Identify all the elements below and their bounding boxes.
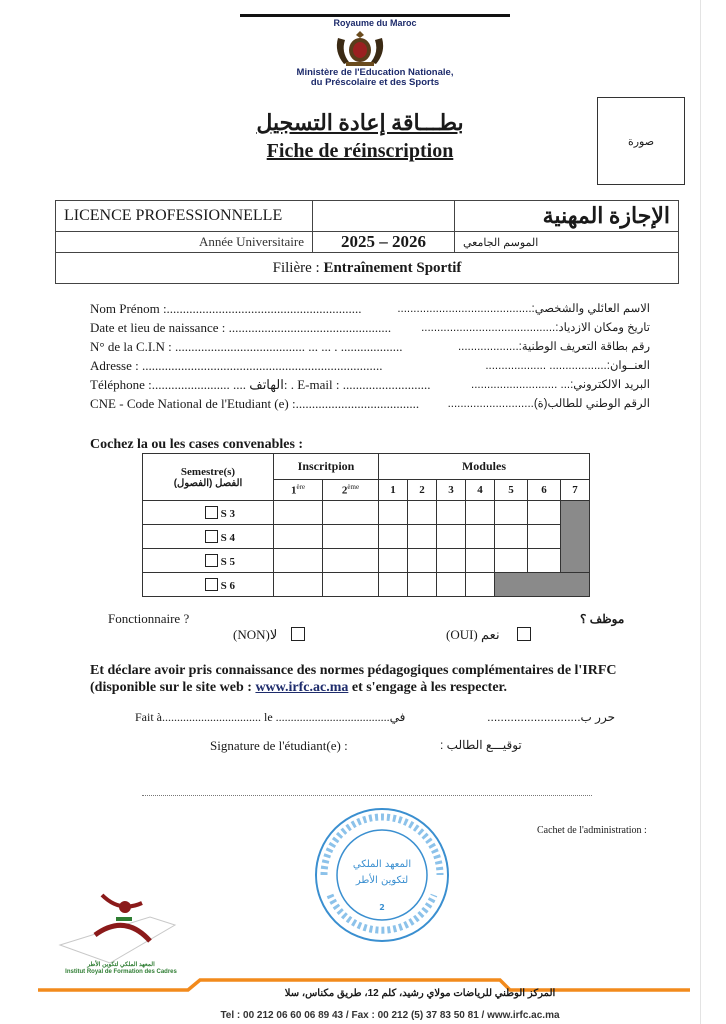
- semestre-header-fr: Semestre(s): [180, 465, 236, 478]
- inscription-cell[interactable]: [323, 525, 379, 549]
- licence-ar: الإجازة المهنية: [455, 201, 679, 232]
- module-col-5: 5: [495, 480, 528, 501]
- footer-contact: Tel : 00 212 06 60 06 89 43 / Fax : 00 212 (5) 37 83 50 81 / www.irfc.ac.ma: [220, 1010, 560, 1020]
- field-telephone-email[interactable]: [90, 377, 650, 396]
- module-cell[interactable]: [528, 525, 561, 549]
- semester-label: S 3: [220, 507, 235, 520]
- col-suffix: ère: [296, 483, 306, 492]
- field-naissance[interactable]: [90, 320, 650, 339]
- module-col-2: 2: [408, 480, 437, 501]
- filiere-cell: [56, 253, 679, 284]
- filiere-label: Filière :: [272, 259, 324, 276]
- shaded-cell: [495, 573, 590, 597]
- filiere-value: Entraînement Sportif: [323, 259, 462, 276]
- semester-checkbox-cell[interactable]: [143, 573, 274, 597]
- title-french: Fiche de réinscription: [266, 140, 454, 162]
- personal-info-fields: [90, 301, 650, 415]
- field-label-fr: N° de la C.I.N : ........................................ ... ... . ...................: [90, 339, 403, 354]
- module-cell[interactable]: [437, 501, 466, 525]
- module-col-1: 1: [379, 480, 408, 501]
- inscription-cell[interactable]: [274, 549, 323, 573]
- module-cell[interactable]: [466, 525, 495, 549]
- module-cell[interactable]: [379, 549, 408, 573]
- signature-label: Signature de l'étudiant(e) :: [210, 738, 348, 753]
- module-cell[interactable]: [437, 573, 466, 597]
- fonctionnaire-label: Fonctionnaire ?: [108, 611, 190, 626]
- option-non-label: (NON)لا: [233, 627, 278, 642]
- logo-text-fr: Institut Royal de Formation des Cadres: [65, 969, 177, 975]
- module-cell[interactable]: [379, 525, 408, 549]
- module-cell[interactable]: [495, 501, 528, 525]
- module-cell[interactable]: [408, 573, 437, 597]
- checkbox[interactable]: [205, 530, 218, 543]
- semester-label: S 4: [220, 531, 235, 544]
- inscription-header: Inscritpion: [274, 454, 379, 480]
- semester-label: S 6: [220, 579, 235, 592]
- module-cell[interactable]: [379, 501, 408, 525]
- module-cell[interactable]: [495, 549, 528, 573]
- checklist-title: Cochez la ou les cases convenables :: [90, 437, 304, 452]
- field-label-ar: تاريخ ومكان الازدياد:..........................................: [421, 322, 650, 334]
- module-cell[interactable]: [408, 549, 437, 573]
- semestre-header-ar: الفصل (الفصول): [173, 477, 243, 489]
- field-label-fr: Téléphone :........................ .... الهاتف: . E-mail : ...........................: [90, 377, 431, 392]
- checkbox-oui[interactable]: [517, 627, 531, 641]
- option-non[interactable]: [233, 627, 308, 643]
- ministry-label: [230, 68, 520, 88]
- module-col-3: 3: [437, 480, 466, 501]
- checkbox[interactable]: [205, 506, 218, 519]
- field-cin[interactable]: [90, 339, 650, 358]
- inscription-cell[interactable]: [274, 573, 323, 597]
- semester-row: [143, 573, 590, 597]
- field-nom-prenom[interactable]: [90, 301, 650, 320]
- semester-checkbox-cell[interactable]: [143, 549, 274, 573]
- checkbox[interactable]: [205, 554, 218, 567]
- field-label-fr: Date et lieu de naissance : ..................................................: [90, 320, 392, 335]
- header-rule: [240, 14, 510, 17]
- field-label-fr: Adresse : ..........................................................................: [90, 358, 383, 373]
- checkbox[interactable]: [205, 578, 218, 591]
- module-col-6: 6: [528, 480, 561, 501]
- annee-label-ar: الموسم الجامعي: [455, 232, 679, 253]
- annee-label: Année Universitaire: [56, 232, 313, 253]
- licence-fr: LICENCE PROFESSIONNELLE: [56, 201, 313, 232]
- cachet-label: Cachet de l'administration :: [537, 825, 647, 836]
- empty-cell: [313, 201, 455, 232]
- fait-a-line[interactable]: [135, 710, 615, 725]
- declaration-text: [90, 662, 650, 696]
- title-arabic: بطـــاقة إعادة التسجيل: [256, 110, 464, 135]
- field-cne[interactable]: [90, 396, 650, 415]
- inscription-col-1: [274, 480, 323, 501]
- module-cell[interactable]: [437, 549, 466, 573]
- module-cell[interactable]: [379, 573, 408, 597]
- declaration-part-1: Et déclare avoir pris connaissance des normes pédagogiques complémentaires de l'IRFC (disponible sur le site web :: [90, 663, 617, 695]
- ministry-line-2: du Préscolaire et des Sports: [310, 77, 440, 88]
- irfc-website-link[interactable]: www.irfc.ac.ma: [255, 680, 349, 695]
- semester-row: [143, 501, 590, 525]
- official-stamp-icon: [312, 805, 452, 945]
- academic-years: 2025 – 2026: [313, 232, 455, 253]
- module-cell[interactable]: [495, 525, 528, 549]
- option-oui-label: (OUI) نعم: [446, 627, 500, 642]
- module-cell[interactable]: [466, 549, 495, 573]
- semester-modules-table: [142, 453, 590, 597]
- stamp-line-1: المعهد الملكي: [352, 859, 412, 870]
- logo-text-ar: المعهد الملكي لتكوين الأطر: [87, 962, 155, 968]
- ministry-line-1: Ministère de l'Education Nationale,: [296, 67, 454, 78]
- inscription-col-2: [323, 480, 379, 501]
- module-cell[interactable]: [408, 525, 437, 549]
- field-adresse[interactable]: [90, 358, 650, 377]
- kingdom-label: Royaume du Maroc: [333, 18, 417, 28]
- stamp-line-2: لتكوين الأطر: [355, 875, 409, 886]
- col-number: 1: [290, 484, 297, 497]
- inscription-cell[interactable]: [274, 501, 323, 525]
- irfc-logo-icon: [40, 885, 190, 965]
- inscription-cell[interactable]: [323, 573, 379, 597]
- module-cell[interactable]: [466, 501, 495, 525]
- program-table: [55, 200, 679, 284]
- semester-label: S 5: [220, 555, 235, 568]
- checkbox-non[interactable]: [291, 627, 305, 641]
- module-col-4: 4: [466, 480, 495, 501]
- modules-header: Modules: [379, 454, 590, 480]
- fonctionnaire-label-ar: موظف ؟: [580, 612, 625, 626]
- scan-margin-line: [700, 0, 701, 1024]
- fait-a-ar: حرر ب............................: [487, 710, 615, 724]
- photo-label: صورة: [627, 135, 655, 148]
- module-cell[interactable]: [528, 549, 561, 573]
- fait-a-fr: Fait à................................. le ......................................في: [135, 710, 406, 724]
- module-col-7: 7: [561, 480, 590, 501]
- module-cell[interactable]: [408, 501, 437, 525]
- field-label-ar: الرقم الوطني للطالب(ة)...........................: [447, 398, 650, 410]
- declaration-part-2: et s'engage à les respecter.: [348, 680, 507, 695]
- footer-address: المركز الوطني للرياضات مولاي رشيد، كلم 12، طريق مكناس، سلا: [284, 988, 556, 999]
- signature-label-ar: توقيـــع الطالب :: [440, 738, 522, 752]
- module-cell[interactable]: [437, 525, 466, 549]
- shaded-cell: [561, 501, 590, 573]
- semester-checkbox-cell[interactable]: [143, 501, 274, 525]
- module-cell[interactable]: [466, 573, 495, 597]
- separator-dotted: [142, 795, 592, 796]
- field-label-ar: الاسم العائلي والشخصي:..........................................: [397, 303, 650, 315]
- field-label-fr: CNE - Code National de l'Etudiant (e) :......................................: [90, 396, 420, 411]
- semester-row: [143, 525, 590, 549]
- col-suffix: ème: [347, 483, 360, 492]
- photo-box: [597, 97, 685, 185]
- field-label-ar: العنــوان:.................. ...................: [485, 360, 650, 372]
- semester-checkbox-cell[interactable]: [143, 525, 274, 549]
- inscription-cell[interactable]: [274, 525, 323, 549]
- field-label-ar: رقم بطاقة التعريف الوطنية:...................: [457, 341, 650, 353]
- semester-row: [143, 549, 590, 573]
- field-label-ar: البريد الالكتروني:... ...........................: [471, 379, 650, 391]
- col-number: 2: [341, 484, 348, 497]
- module-cell[interactable]: [528, 501, 561, 525]
- inscription-cell[interactable]: [323, 501, 379, 525]
- semestre-header: [143, 454, 274, 501]
- inscription-cell[interactable]: [323, 549, 379, 573]
- royal-emblem-icon: [330, 28, 390, 68]
- field-label-fr: Nom Prénom :............................................................: [90, 301, 362, 316]
- option-oui[interactable]: [446, 627, 534, 643]
- stamp-number: 2: [379, 903, 385, 912]
